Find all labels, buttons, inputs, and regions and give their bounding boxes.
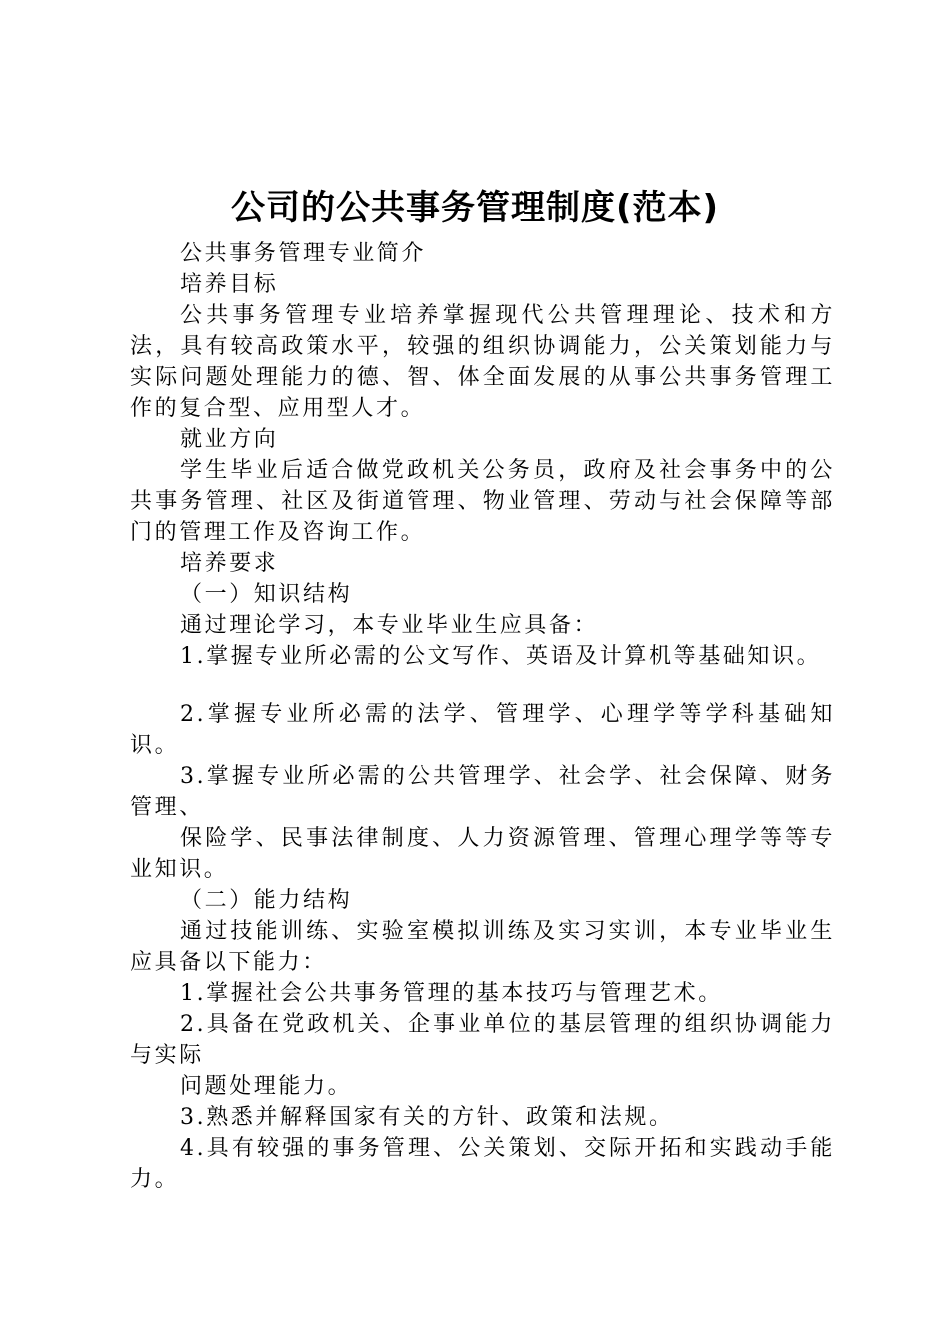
paragraph-knowledge-item-3: 3.掌握专业所必需的公共管理学、社会学、社会保障、财务管理、 — [130, 764, 835, 820]
blank-line — [130, 672, 835, 699]
paragraph-goal-text: 公共事务管理专业培养掌握现代公共管理理论、技术和方法，具有较高政策水平，较强的组织协调能力，公关策划能力与实际问题处理能力的德、智、体全面发展的从事公共事务管理工作的复合型、应用型人才。 — [130, 303, 835, 421]
paragraph-goal-heading: 培养目标 — [180, 272, 279, 297]
paragraph-requirements-heading: 培养要求 — [180, 551, 279, 576]
paragraph-ability-item-2: 2.具备在党政机关、企事业单位的基层管理的组织协调能力与实际 — [130, 1012, 835, 1068]
paragraph-career-text: 学生毕业后适合做党政机关公务员，政府及社会事务中的公共事务管理、社区及街道管理、物业管理、劳动与社会保障等部门的管理工作及咨询工作。 — [130, 458, 835, 545]
paragraph-ability-item-4: 4.具有较强的事务管理、公关策划、交际开拓和实践动手能力。 — [130, 1136, 835, 1192]
paragraph-knowledge-intro: 通过理论学习，本专业毕业生应具备： — [180, 613, 599, 638]
document-title: 公司的公共事务管理制度(范本) — [230, 188, 720, 228]
document-body — [130, 238, 835, 1195]
paragraph-knowledge-item-1: 1.掌握专业所必需的公文写作、英语及计算机等基础知识。 — [180, 644, 822, 669]
paragraph-knowledge-heading: （一）知识结构 — [180, 582, 353, 607]
paragraph-ability-heading: （二）能力结构 — [180, 888, 353, 913]
paragraph-knowledge-item-2: 2.掌握专业所必需的法学、管理学、心理学等学科基础知识。 — [130, 702, 835, 758]
paragraph-intro-heading: 公共事务管理专业简介 — [180, 241, 427, 266]
paragraph-ability-item-2-cont: 问题处理能力。 — [180, 1074, 353, 1099]
paragraph-knowledge-item-3-cont: 保险学、民事法律制度、人力资源管理、管理心理学等等专业知识。 — [130, 826, 835, 882]
paragraph-ability-item-3: 3.熟悉并解释国家有关的方针、政策和法规。 — [180, 1105, 674, 1130]
paragraph-ability-intro: 通过技能训练、实验室模拟训练及实习实训，本专业毕业生应具备以下能力： — [130, 919, 835, 975]
paragraph-career-heading: 就业方向 — [180, 427, 279, 452]
paragraph-ability-item-1: 1.掌握社会公共事务管理的基本技巧与管理艺术。 — [180, 981, 723, 1006]
